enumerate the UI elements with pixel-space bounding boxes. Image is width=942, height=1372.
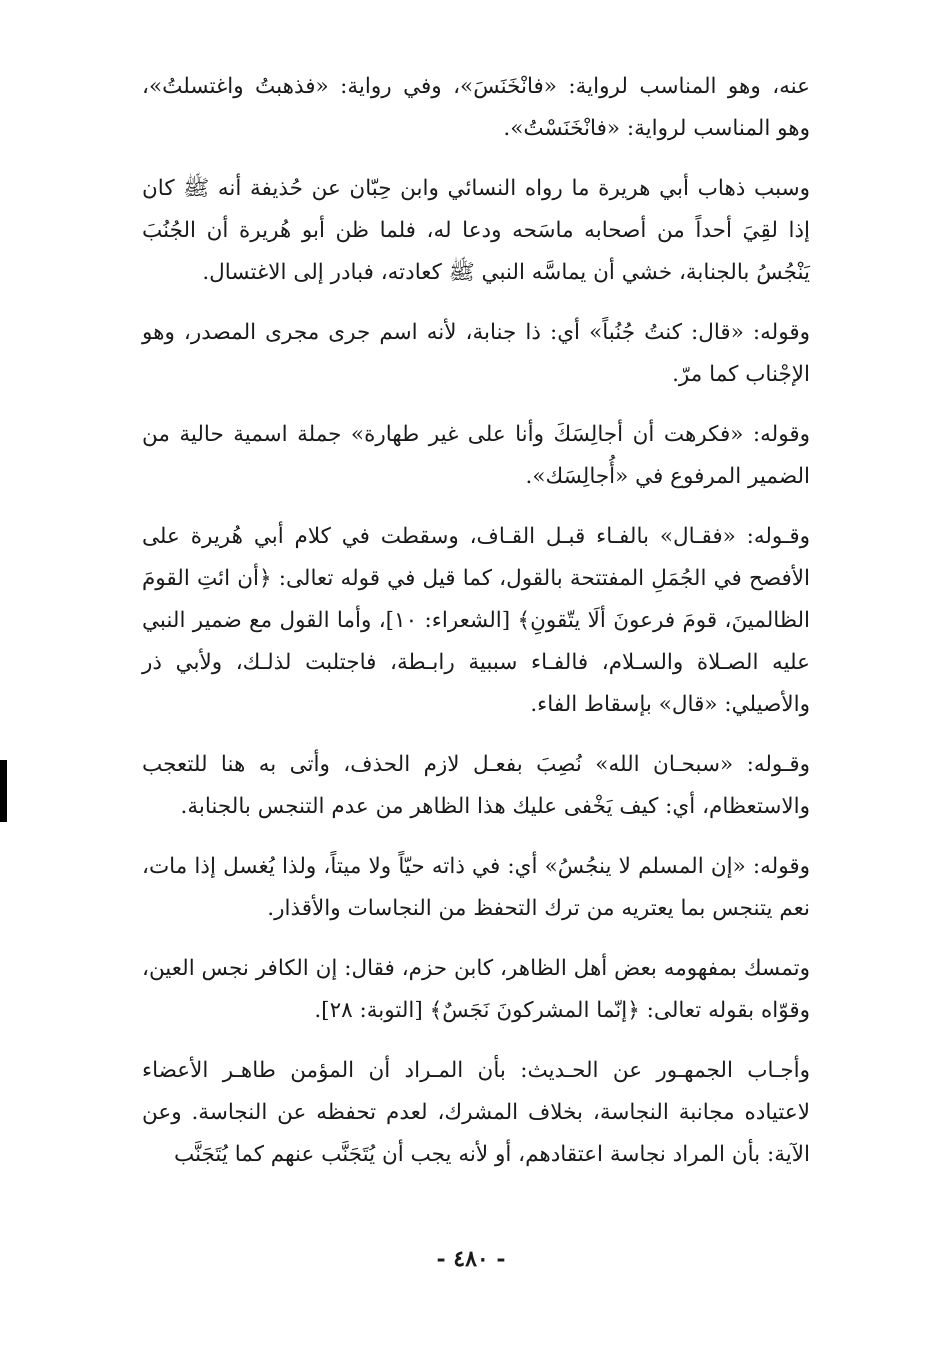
paragraph-8: وتمسك بمفهومه بعض أهل الظاهر، كابن حزم، فقال: إن الكافر نجس العين، وقوّاه بقوله تعالى: ﴿إنّما المشركونَ نَجَسٌ﴾ [التوبة: ٢٨].	[142, 956, 810, 1023]
paragraph-2: وسبب ذهاب أبي هريرة ما رواه النسائي وابن حِبّان عن حُذيفة أنه ﷺ كان إذا لقِيَ أحداً من أصحابه ماسَحه ودعا له، فلما ظن أبو هُريرة أن الجُنُبَ يَنْجُسُ بالجنابة، خشي أن يماسَّه النبي ﷺ كعادته، فبادر إلى الاغتسال.	[142, 176, 810, 285]
paragraph-4: وقوله: «فكرهت أن أجالِسَكَ وأنا على غير طهارة» جملة اسمية حالية من الضمير المرفوع في «أُجالِسَك».	[142, 422, 810, 489]
scan-edge-mark	[0, 760, 7, 822]
paragraph-7: وقوله: «إن المسلم لا ينجُسُ» أي: في ذاته حيّاً ولا ميتاً، ولذا يُغسل إذا مات، نعم يتنجس بما يعتريه من ترك التحفظ من النجاسات والأقذار.	[142, 854, 810, 921]
page-number: - ٤٨٠ -	[436, 1246, 506, 1272]
body-text	[142, 66, 810, 1176]
paragraph-1: عنه، وهو المناسب لرواية: «فانْخَنَسَ»، وفي رواية: «فذهبتُ واغتسلتُ»، وهو المناسب لرواية: «فانْخَنَسْتُ».	[142, 74, 810, 141]
paragraph-9: وأجـاب الجمهـور عن الحـديث: بأن المـراد أن المؤمن طاهـر الأعضاء لاعتياده مجانبة النجاسة، بخلاف المشرك، لعدم تحفظه عن النجاسة. وعن الآية: بأن المراد نجاسة اعتقادهم، أو لأنه يجب أن يُتَجَنَّب عنهم كما يُتَجَنَّب	[142, 1058, 810, 1167]
paragraph-3: وقوله: «قال: كنتُ جُنُباً» أي: ذا جنابة، لأنه اسم جرى مجرى المصدر، وهو الإجْناب كما مرّ.	[142, 320, 810, 387]
paragraph-5: وقـوله: «فقـال» بالفـاء قبـل القـاف، وسقطت في كلام أبي هُريرة على الأفصح في الجُمَلِ المفتتحة بالقول، كما قيل في قوله تعالى: ﴿أن ائتِ القومَ الظالمينَ، قومَ فرعونَ ألَا يتّقونِ﴾ [الشعراء: ١٠]، وأما القول مع ضمير النبي عليه الصـلاة والسـلام، فالفـاء سببية رابـطة، فاجتلبت لذلـك، ولأبي ذر والأصيلي: «قال» بإسقاط الفاء.	[142, 524, 810, 717]
paragraph-6: وقـوله: «سبحـان الله» نُصِبَ بفعـل لازم الحذف، وأتى به هنا للتعجب والاستعظام، أي: كيف يَخْفى عليك هذا الظاهر من عدم التنجس بالجنابة.	[142, 752, 810, 819]
